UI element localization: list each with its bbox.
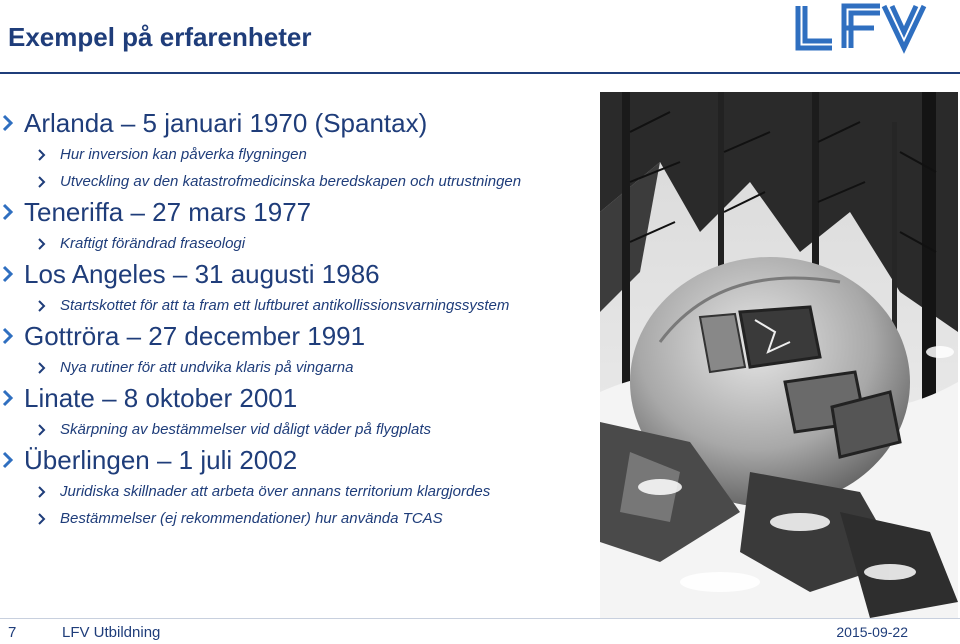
chevron-right-icon (38, 149, 46, 161)
chevron-right-icon (2, 327, 14, 345)
bullet-heading: Linate – 8 oktober 2001 (0, 381, 600, 416)
sub-bullet: Hur inversion kan påverka flygningen (0, 141, 600, 168)
chevron-right-icon (38, 300, 46, 312)
bullet-group (0, 319, 600, 381)
crash-wreck-photo (600, 92, 958, 618)
sub-bullet: Skärpning av bestämmelser vid dåligt väder på flygplats (0, 416, 600, 443)
bullet-group (0, 106, 600, 195)
sub-bullet: Kraftigt förändrad fraseologi (0, 230, 600, 257)
footer-date: 2015-09-22 (836, 624, 908, 640)
chevron-right-icon (2, 265, 14, 283)
bullet-group (0, 257, 600, 319)
bullet-heading: Arlanda – 5 januari 1970 (Spantax) (0, 106, 600, 141)
chevron-right-icon (38, 424, 46, 436)
bullet-heading: Gottröra – 27 december 1991 (0, 319, 600, 354)
chevron-right-icon (2, 114, 14, 132)
chevron-right-icon (38, 238, 46, 250)
title-divider (0, 72, 960, 74)
bullet-heading: Teneriffa – 27 mars 1977 (0, 195, 600, 230)
sub-bullet: Juridiska skillnader att arbeta över annans territorium klargjordes (0, 478, 600, 505)
sub-bullet: Nya rutiner för att undvika klaris på vingarna (0, 354, 600, 381)
chevron-right-icon (38, 176, 46, 188)
sub-bullet: Startskottet för att ta fram ett luftburet antikollissionsvarningssystem (0, 292, 600, 319)
footer-label: LFV Utbildning (62, 624, 161, 641)
chevron-right-icon (2, 389, 14, 407)
bullet-group (0, 195, 600, 257)
bullet-heading: Los Angeles – 31 augusti 1986 (0, 257, 600, 292)
chevron-right-icon (2, 203, 14, 221)
bullet-group (0, 443, 600, 532)
sub-bullet: Utveckling av den katastrofmedicinska beredskapen och utrustningen (0, 168, 600, 195)
page-number: 7 (8, 624, 17, 641)
bullet-list (0, 106, 600, 532)
chevron-right-icon (2, 451, 14, 469)
slide-title: Exempel på erfarenheter (8, 22, 312, 52)
chevron-right-icon (38, 486, 46, 498)
chevron-right-icon (38, 513, 46, 525)
footer-divider (0, 618, 960, 619)
sub-bullet: Bestämmelser (ej rekommendationer) hur använda TCAS (0, 505, 600, 532)
bullet-group (0, 381, 600, 443)
chevron-right-icon (38, 362, 46, 374)
lfv-logo (788, 2, 928, 56)
bullet-heading: Überlingen – 1 juli 2002 (0, 443, 600, 478)
